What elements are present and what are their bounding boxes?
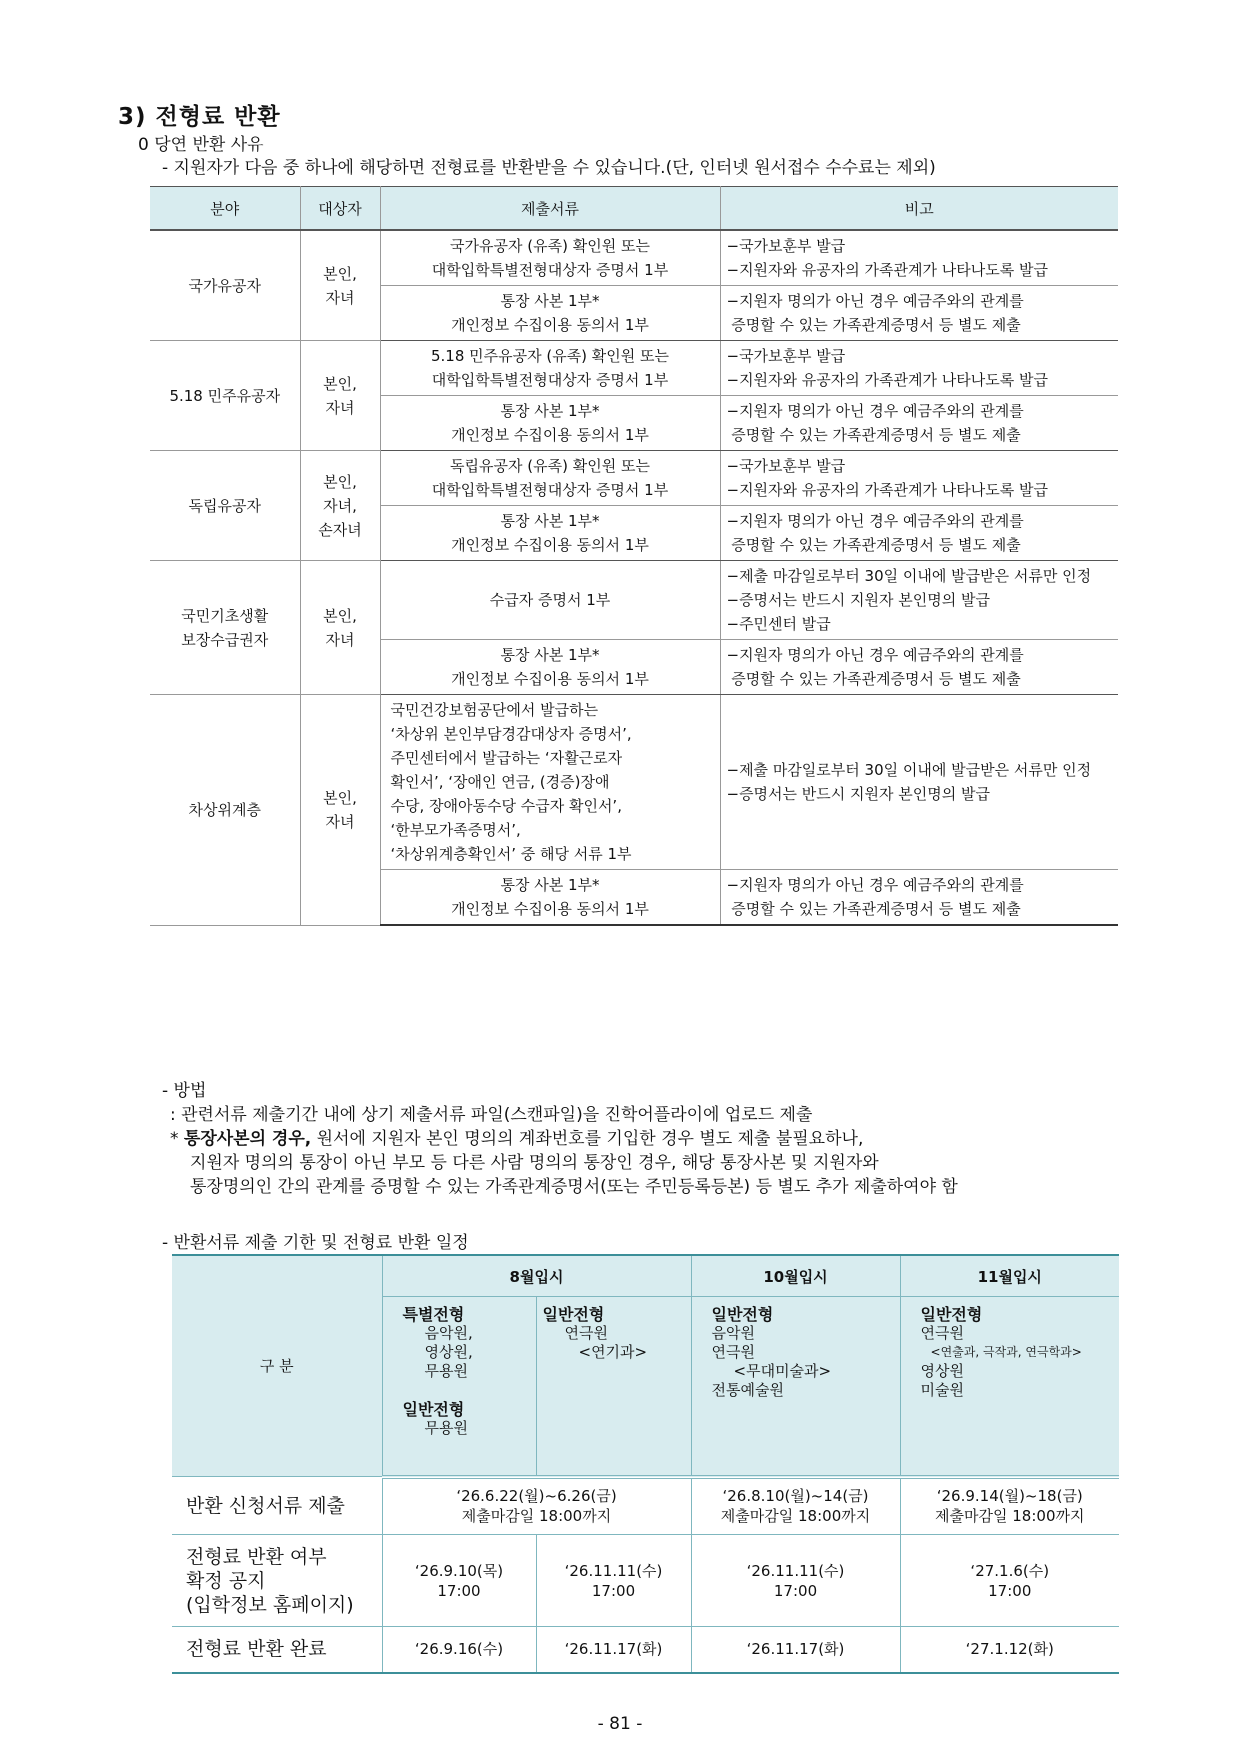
row-label: 반환 신청서류 제출 bbox=[172, 1477, 382, 1535]
cell-oct-done: ‘26.11.17(화) bbox=[691, 1627, 900, 1673]
table-row bbox=[172, 1535, 1119, 1627]
subsection-heading: 0 당연 반환 사유 bbox=[138, 135, 264, 155]
refund-eligibility-table bbox=[150, 186, 1118, 926]
group-line: 특별전형 bbox=[402, 1305, 465, 1324]
group-line: 영상원, bbox=[424, 1343, 473, 1361]
table-header-row bbox=[150, 187, 1118, 231]
documents-cell: 통장 사본 1부* 개인정보 수집이용 동의서 1부 bbox=[380, 286, 720, 341]
documents-cell: 수급자 증명서 1부 bbox=[380, 561, 720, 640]
row-label: 전형료 반환 여부 확정 공지 (입학정보 홈페이지) bbox=[172, 1535, 382, 1627]
group-line: 미술원 bbox=[920, 1381, 964, 1399]
group-line: 음악원 bbox=[711, 1324, 755, 1342]
cell-oct-submit: ‘26.8.10(월)~14(금) 제출마감일 18:00까지 bbox=[691, 1477, 900, 1535]
group-line: 연극원 bbox=[711, 1343, 755, 1361]
target-cell: 본인, 자녀 bbox=[300, 561, 380, 695]
target-cell: 본인, 자녀 bbox=[300, 341, 380, 451]
remarks-cell: −지원자 명의가 아닌 경우 예금주와의 관계를 증명할 수 있는 가족관계증명서 등 별도 제출 bbox=[720, 870, 1118, 926]
group-line: 일반전형 bbox=[920, 1305, 983, 1324]
target-cell: 본인, 자녀 bbox=[300, 230, 380, 341]
method-note-line: 지원자 명의의 통장이 아닌 부모 등 다른 사람 명의의 통장인 경우, 해당 통장사본 및 지원자와 bbox=[190, 1153, 879, 1173]
admission-nov: 11월입시 bbox=[900, 1255, 1119, 1297]
section-title: 3) 전형료 반환 bbox=[118, 104, 281, 130]
field-cell: 독립유공자 bbox=[150, 451, 300, 561]
group-line: 무용원 bbox=[424, 1362, 468, 1380]
documents-cell: 독립유공자 (유족) 확인원 또는 대학입학특별전형대상자 증명서 1부 bbox=[380, 451, 720, 506]
header-documents: 제출서류 bbox=[380, 187, 720, 231]
header-target: 대상자 bbox=[300, 187, 380, 231]
remarks-cell: −국가보훈부 발급 −지원자와 유공자의 가족관계가 나타나도록 발급 bbox=[720, 341, 1118, 396]
group-line: 연극원 bbox=[920, 1324, 964, 1342]
note-rest: 원서에 지원자 본인 명의의 계좌번호를 기입한 경우 별도 제출 불필요하나, bbox=[311, 1129, 864, 1149]
aug-special-groups bbox=[382, 1297, 536, 1477]
cell-nov-done: ‘27.1.12(화) bbox=[900, 1627, 1119, 1673]
remarks-cell: −국가보훈부 발급 −지원자와 유공자의 가족관계가 나타나도록 발급 bbox=[720, 451, 1118, 506]
cell-aug1-notice: ‘26.9.10(목) 17:00 bbox=[382, 1535, 536, 1627]
cell-aug1-done: ‘26.9.16(수) bbox=[382, 1627, 536, 1673]
page-number: - 81 - bbox=[597, 1714, 643, 1734]
group-line: <무대미술과> bbox=[733, 1362, 832, 1380]
header-remarks: 비고 bbox=[720, 187, 1118, 231]
target-cell: 본인, 자녀, 손자녀 bbox=[300, 451, 380, 561]
documents-cell: 통장 사본 1부* 개인정보 수집이용 동의서 1부 bbox=[380, 506, 720, 561]
admission-aug: 8월입시 bbox=[382, 1255, 691, 1297]
admission-oct: 10월입시 bbox=[691, 1255, 900, 1297]
note-star: * bbox=[170, 1129, 184, 1149]
table-row bbox=[150, 561, 1118, 640]
table-row bbox=[150, 230, 1118, 286]
method-title: - 방법 bbox=[162, 1081, 207, 1101]
schedule-title: - 반환서류 제출 기한 및 전형료 반환 일정 bbox=[162, 1233, 469, 1253]
aug-general-groups bbox=[536, 1297, 691, 1477]
table-row bbox=[150, 695, 1118, 870]
table-row bbox=[172, 1477, 1119, 1535]
remarks-cell: −지원자 명의가 아닌 경우 예금주와의 관계를 증명할 수 있는 가족관계증명서 등 별도 제출 bbox=[720, 286, 1118, 341]
remarks-cell: −지원자 명의가 아닌 경우 예금주와의 관계를 증명할 수 있는 가족관계증명서 등 별도 제출 bbox=[720, 506, 1118, 561]
group-line: 영상원 bbox=[920, 1362, 964, 1380]
header-field: 분야 bbox=[150, 187, 300, 231]
cell-nov-notice: ‘27.1.6(수) 17:00 bbox=[900, 1535, 1119, 1627]
cell-aug2-done: ‘26.11.17(화) bbox=[536, 1627, 691, 1673]
group-line: 일반전형 bbox=[542, 1305, 605, 1324]
field-cell: 국가유공자 bbox=[150, 230, 300, 341]
row-label: 전형료 반환 완료 bbox=[172, 1627, 382, 1673]
documents-cell: 통장 사본 1부* 개인정보 수집이용 동의서 1부 bbox=[380, 396, 720, 451]
group-line: 연극원 bbox=[564, 1324, 608, 1342]
cell-nov-submit: ‘26.9.14(월)~18(금) 제출마감일 18:00까지 bbox=[900, 1477, 1119, 1535]
group-line: <연기과> bbox=[578, 1343, 648, 1361]
documents-cell: 국가유공자 (유족) 확인원 또는 대학입학특별전형대상자 증명서 1부 bbox=[380, 230, 720, 286]
group-line: 전통예술원 bbox=[711, 1381, 784, 1399]
method-line: : 관련서류 제출기간 내에 상기 제출서류 파일(스캔파일)을 진학어플라이에 업로드 제출 bbox=[170, 1105, 813, 1125]
method-note bbox=[170, 1124, 863, 1149]
refund-note: - 지원자가 다음 중 하나에 해당하면 전형료를 반환받을 수 있습니다.(단, 인터넷 원서접수 수수료는 제외) bbox=[162, 158, 936, 178]
table-row bbox=[172, 1627, 1119, 1673]
documents-cell: 국민건강보험공단에서 발급하는 ‘차상위 본인부담경감대상자 증명서’, 주민센터에서 발급하는 ‘자활근로자 확인서’, ‘장애인 연금, (경증)장애 수당, 장애아동수당 수급자 확인서’, ‘한부모가족증명서’, ‘차상위계층확인서’ 중 해당 서류 1부 bbox=[380, 695, 720, 870]
cell-aug2-notice: ‘26.11.11(수) 17:00 bbox=[536, 1535, 691, 1627]
remarks-cell: −지원자 명의가 아닌 경우 예금주와의 관계를 증명할 수 있는 가족관계증명서 등 별도 제출 bbox=[720, 396, 1118, 451]
remarks-cell: −제출 마감일로부터 30일 이내에 발급받은 서류만 인정 −증명서는 반드시 지원자 본인명의 발급 −주민센터 발급 bbox=[720, 561, 1118, 640]
group-line: 일반전형 bbox=[402, 1400, 465, 1419]
category-label: 구 분 bbox=[172, 1255, 382, 1477]
group-line: 음악원, bbox=[424, 1324, 473, 1342]
cell-aug-submit: ‘26.6.22(월)~6.26(금) 제출마감일 18:00까지 bbox=[382, 1477, 691, 1535]
group-line: <연출과, 극작과, 연극학과> bbox=[930, 1345, 1082, 1359]
documents-cell: 통장 사본 1부* 개인정보 수집이용 동의서 1부 bbox=[380, 870, 720, 926]
oct-groups bbox=[691, 1297, 900, 1477]
group-line bbox=[403, 1381, 532, 1400]
field-cell: 국민기초생활 보장수급권자 bbox=[150, 561, 300, 695]
method-note-line: 통장명의인 간의 관계를 증명할 수 있는 가족관계증명서(또는 주민등록등본) 등 별도 추가 제출하여야 함 bbox=[190, 1177, 958, 1197]
nov-groups bbox=[900, 1297, 1119, 1477]
table-row bbox=[150, 341, 1118, 396]
table-row bbox=[150, 451, 1118, 506]
refund-schedule-table bbox=[172, 1254, 1119, 1674]
cell-oct-notice: ‘26.11.11(수) 17:00 bbox=[691, 1535, 900, 1627]
remarks-cell: −제출 마감일로부터 30일 이내에 발급받은 서류만 인정 −증명서는 반드시 지원자 본인명의 발급 bbox=[720, 695, 1118, 870]
group-line: 무용원 bbox=[424, 1419, 468, 1437]
documents-cell: 통장 사본 1부* 개인정보 수집이용 동의서 1부 bbox=[380, 640, 720, 695]
remarks-cell: −지원자 명의가 아닌 경우 예금주와의 관계를 증명할 수 있는 가족관계증명서 등 별도 제출 bbox=[720, 640, 1118, 695]
documents-cell: 5.18 민주유공자 (유족) 확인원 또는 대학입학특별전형대상자 증명서 1부 bbox=[380, 341, 720, 396]
remarks-cell: −국가보훈부 발급 −지원자와 유공자의 가족관계가 나타나도록 발급 bbox=[720, 230, 1118, 286]
field-cell: 차상위계층 bbox=[150, 695, 300, 926]
field-cell: 5.18 민주유공자 bbox=[150, 341, 300, 451]
target-cell: 본인, 자녀 bbox=[300, 695, 380, 926]
group-line: 일반전형 bbox=[711, 1305, 774, 1324]
note-bold: 통장사본의 경우, bbox=[183, 1129, 312, 1149]
